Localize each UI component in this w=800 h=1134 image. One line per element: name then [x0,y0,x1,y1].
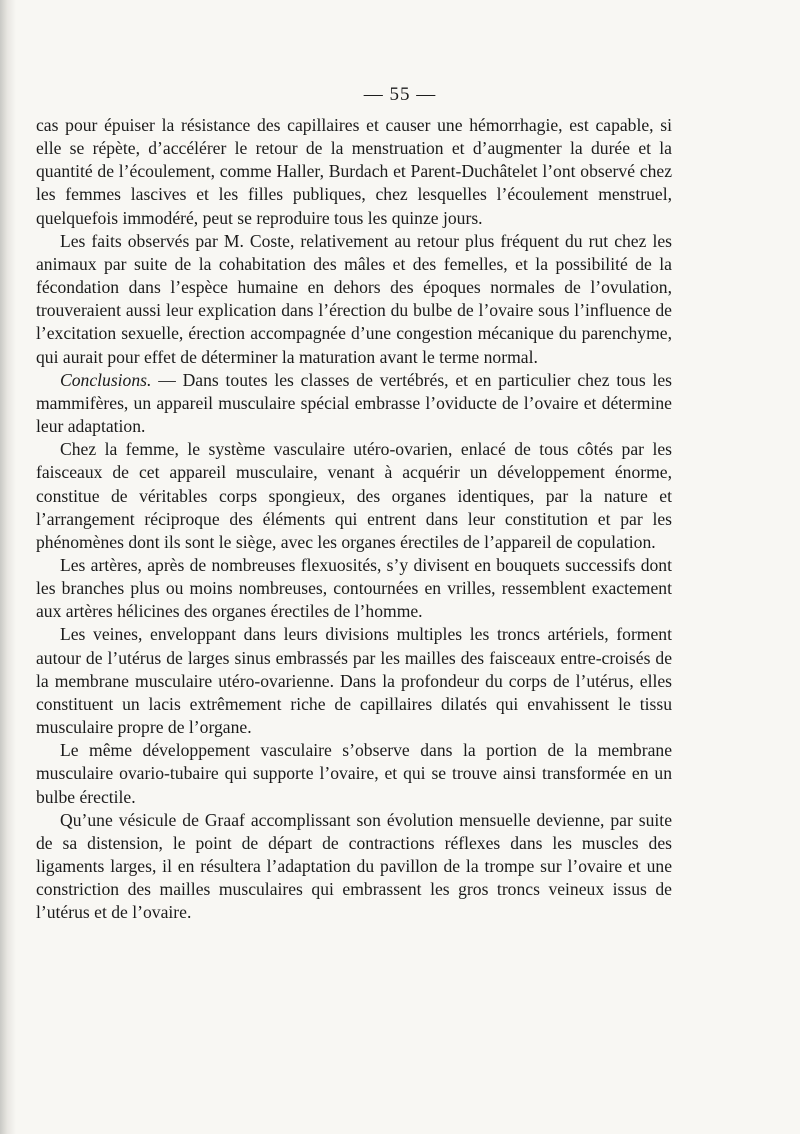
page-number: — 55 — [363,84,437,105]
body-text [36,114,672,924]
conclusions-lead-in: Conclusions. [60,369,152,390]
paragraph-conclusions [36,369,672,438]
page-edge-shadow [0,0,16,1134]
paragraph-ovario-tubal: Le même développement vasculaire s’observe dans la portion de la membrane musculaire ovario-tubaire qui supporte l’ovaire, et qui se trouve ainsi transformée en un bulbe érectile. [36,740,672,807]
paragraph-continuation: cas pour épuiser la résistance des capillaires et causer une hémorrhagie, est capable, si elle se répète, d’accélérer le retour de la menstruation et d’augmenter la durée et la quantité de l’écoulement, comme Haller, Burdach et Parent-Duchâtelet l’ont observé chez les femmes lascives et les filles publiques, chez lesquelles l’écoulement menstruel, quelquefois immodéré, peut se reproduire tous les quinze jours. [36,115,672,228]
paragraph-arteries: Les artères, après de nombreuses flexuosités, s’y divisent en bouquets successifs dont les branches plus ou moins nombreuses, contournées en vrilles, ressemblent exactement aux artères hélicines des organes érectiles de l’homme. [36,554,672,622]
paragraph-vascular-system: Chez la femme, le système vasculaire utéro-ovarien, enlacé de tous côtés par les faisceaux de cet appareil musculaire, venant à acquérir un développement énorme, constitue de véritables corps spongieux, des organes identiques, par la nature et l’arrangement réciproque des éléments qui entrent dans leur constitution et par les phénomènes dont ils sont le siège, avec les organes érectiles de l’appareil de copulation. [36,439,672,552]
conclusions-text: — Dans toutes les classes de vertébrés, et en particulier chez tous les mammifères, un appareil musculaire spécial embrasse l’oviducte de l’ovaire et détermine leur adaptation. [36,369,672,437]
paragraph-graaf-vesicle: Qu’une vésicule de Graaf accomplissant son évolution mensuelle devienne, par suite de sa distension, le point de départ de contractions réflexes dans les muscles des ligaments larges, il en résultera l’adaptation du pavillon de la trompe sur l’ovaire et une constriction des mailles musculaires qui embrassent les gros troncs veineux issus de l’utérus et de l’ovaire. [36,809,672,923]
paragraph-veins: Les veines, enveloppant dans leurs divisions multiples les troncs artériels, forment autour de l’utérus de larges sinus embrassés par les mailles des faisceaux entre-croisés de la membrane musculaire utéro-ovarienne. Dans la profondeur du corps de l’utérus, elles constituent un lacis extrêmement riche de capillaires dilatés qui envahissent le tissu musculaire propre de l’organe. [36,624,672,738]
paragraph-coste: Les faits observés par M. Coste, relativement au retour plus fréquent du rut chez les animaux par suite de la cohabitation des mâles et des femelles, et la possibilité de la fécondation dans l’espèce humaine en dehors des époques normales de l’ovulation, trouveraient aussi leur explication dans l’érection du bulbe de l’ovaire sous l’influence de l’excitation sexuelle, érection accompagnée d’une congestion mécanique du parenchyme, qui aurait pour effet de déterminer la maturation avant le terme normal. [36,230,672,367]
